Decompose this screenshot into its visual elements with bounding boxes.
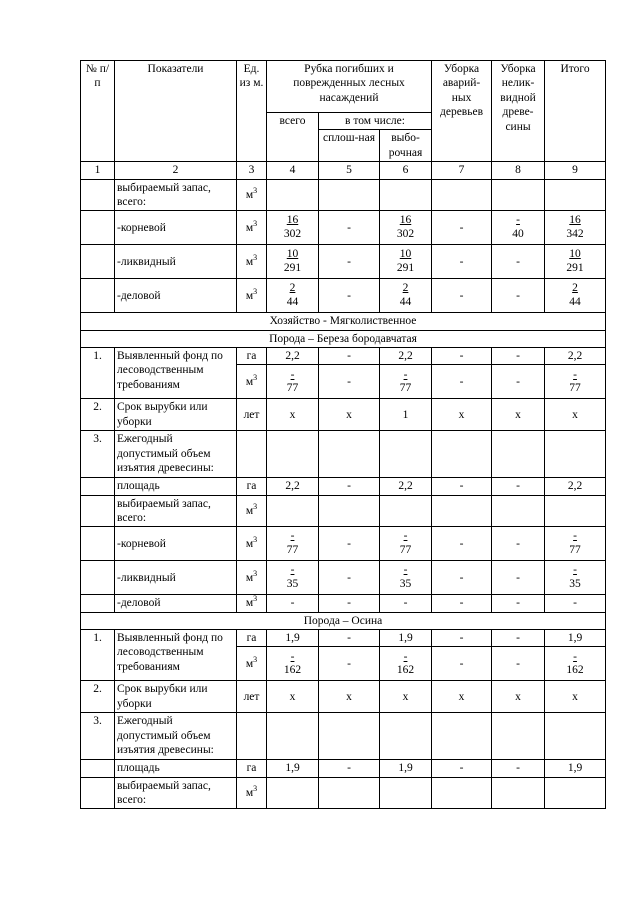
col-header-5: сплош-ная <box>319 130 380 162</box>
unit-m3: $м^3$ <box>237 179 267 211</box>
cell-value: - <box>492 760 545 777</box>
row-label: площадь <box>115 760 237 777</box>
table-row <box>81 760 606 777</box>
col-header-group: Рубка погибших и поврежденных лесных насаждений <box>267 61 432 113</box>
fraction-value: $\frac{16}{342}$ <box>566 214 584 240</box>
cell-value: х <box>267 681 319 713</box>
cell-value: х <box>380 681 432 713</box>
cell-value: - <box>319 211 380 245</box>
cell-value: - <box>319 245 380 279</box>
unit-ha: га <box>237 760 267 777</box>
cell-value: - <box>492 630 545 647</box>
col-num: 7 <box>432 162 492 179</box>
unit-m3: $м^3$ <box>237 245 267 279</box>
fraction-value: $\frac{-}{35}$ <box>286 564 299 590</box>
table-row <box>81 495 606 527</box>
col-num: 9 <box>545 162 606 179</box>
unit-m3: $м^3$ <box>237 777 267 809</box>
cell-value: - <box>432 595 492 612</box>
row-label: выбираемый запас, всего: <box>115 495 237 527</box>
cell-value: х <box>319 399 380 431</box>
cell-value: - <box>432 647 492 681</box>
cell-value: х <box>267 399 319 431</box>
col-num: 4 <box>267 162 319 179</box>
cell-value: - <box>492 595 545 612</box>
unit-m3: $м^3$ <box>237 495 267 527</box>
table-row <box>81 478 606 495</box>
cell-value: - <box>319 279 380 313</box>
cell-value: - <box>432 478 492 495</box>
cell-value: - <box>432 245 492 279</box>
unit-years: лет <box>237 399 267 431</box>
unit-ha: га <box>237 478 267 495</box>
cell-value: 1,9 <box>380 760 432 777</box>
cell-value: 1,9 <box>267 630 319 647</box>
unit-m3: $м^3$ <box>237 647 267 681</box>
col-header-num: № п/п <box>81 61 115 162</box>
fraction-value: $\frac{-}{35}$ <box>399 564 412 590</box>
row-label: выбираемый запас, всего: <box>115 777 237 809</box>
unit-m3: $м^3$ <box>237 527 267 561</box>
unit-m3: $м^3$ <box>237 595 267 612</box>
section-aspen: Порода – Осина <box>81 612 606 629</box>
unit-m3: $м^3$ <box>237 279 267 313</box>
fraction-value: $\frac{-}{77}$ <box>286 368 299 394</box>
cell-value: - <box>319 630 380 647</box>
cell-value: - <box>492 348 545 365</box>
col-header-8: Уборка нелик-видной древе-сины <box>492 61 545 162</box>
row-label: -деловой <box>115 279 237 313</box>
cell-value: - <box>545 595 606 612</box>
cell-value: - <box>319 478 380 495</box>
fraction-value: $\frac{-}{40}$ <box>512 214 524 240</box>
cell-value: 1,9 <box>545 760 606 777</box>
fraction-value: $\frac{2}{44}$ <box>569 282 581 308</box>
fraction-value: $\frac{-}{77}$ <box>569 368 581 394</box>
cell-value: х <box>432 681 492 713</box>
row-label: -ликвидный <box>115 561 237 595</box>
cell-value: 2,2 <box>545 478 606 495</box>
table-row <box>81 561 606 595</box>
fraction-value: $\frac{-}{35}$ <box>569 564 581 590</box>
cell-value: х <box>319 681 380 713</box>
col-header-unit: Ед. из м. <box>237 61 267 162</box>
cell-value: - <box>432 365 492 399</box>
cell-value: х <box>492 681 545 713</box>
row-label: Ежегодный допустимый объем изъятия древесины: <box>115 713 237 760</box>
col-header-indicators: Показатели <box>115 61 237 162</box>
unit-m3: $м^3$ <box>237 561 267 595</box>
row-num: 3. <box>81 713 115 760</box>
cell-value: - <box>267 595 319 612</box>
cell-value: - <box>492 279 545 313</box>
row-label: Выявленный фонд по лесоводственным требованиям <box>115 630 237 681</box>
row-label: площадь <box>115 478 237 495</box>
col-num: 8 <box>492 162 545 179</box>
row-label: выбираемый запас, всего: <box>115 179 237 211</box>
cell-value: х <box>492 399 545 431</box>
table-row <box>81 399 606 431</box>
cell-value: - <box>319 561 380 595</box>
row-num: 3. <box>81 431 115 478</box>
cell-value: - <box>380 595 432 612</box>
row-num: 1. <box>81 630 115 681</box>
cell-value: 2,2 <box>267 478 319 495</box>
row-label: -деловой <box>115 595 237 612</box>
row-label: -корневой <box>115 527 237 561</box>
col-header-7: Уборка аварий-ных деревьев <box>432 61 492 162</box>
table-row <box>81 279 606 313</box>
row-label: -ликвидный <box>115 245 237 279</box>
fraction-value: $\frac{10}{291}$ <box>566 248 584 274</box>
row-label: -корневой <box>115 211 237 245</box>
unit-ha: га <box>237 348 267 365</box>
cell-value: 1 <box>380 399 432 431</box>
cell-value: - <box>319 348 380 365</box>
section-farm: Хозяйство - Мягколиственное <box>81 313 606 330</box>
table-row <box>81 211 606 245</box>
cell-value: - <box>492 365 545 399</box>
cell-value: - <box>432 527 492 561</box>
fraction-value: $\frac{10}{291}$ <box>396 248 415 274</box>
cell-value: 2,2 <box>380 478 432 495</box>
cell-value: 2,2 <box>545 348 606 365</box>
cell-value: х <box>545 399 606 431</box>
fraction-value: $\frac{-}{77}$ <box>399 530 412 556</box>
cell-value: - <box>492 647 545 681</box>
cell-value: - <box>492 527 545 561</box>
fraction-value: $\frac{-}{77}$ <box>286 530 299 556</box>
fraction-value: $\frac{-}{162}$ <box>396 650 415 676</box>
section-birch: Порода – Береза бородавчатая <box>81 330 606 347</box>
cell-value: - <box>432 561 492 595</box>
col-num: 5 <box>319 162 380 179</box>
unit-ha: га <box>237 630 267 647</box>
table-row <box>81 777 606 809</box>
cell-value: 1,9 <box>267 760 319 777</box>
col-numbers-row <box>81 162 606 179</box>
fraction-value: $\frac{-}{77}$ <box>399 368 412 394</box>
cell-value: - <box>319 647 380 681</box>
fraction-value: $\frac{16}{302}$ <box>396 214 415 240</box>
cell-value: 1,9 <box>545 630 606 647</box>
fraction-value: $\frac{-}{162}$ <box>566 650 584 676</box>
row-label: Срок вырубки или уборки <box>115 681 237 713</box>
cell-value: 2,2 <box>380 348 432 365</box>
col-num: 1 <box>81 162 115 179</box>
table-row <box>81 527 606 561</box>
unit-m3: $м^3$ <box>237 365 267 399</box>
col-header-total: Итого <box>545 61 606 162</box>
table-row <box>81 681 606 713</box>
fraction-value: $\frac{-}{77}$ <box>569 530 581 556</box>
row-label: Ежегодный допустимый объем изъятия древесины: <box>115 431 237 478</box>
row-label: Выявленный фонд по лесоводственным требованиям <box>115 348 237 399</box>
col-header-incl: в том числе: <box>319 113 432 130</box>
row-num: 2. <box>81 399 115 431</box>
col-num: 2 <box>115 162 237 179</box>
unit-years: лет <box>237 681 267 713</box>
cell-value: х <box>432 399 492 431</box>
cell-value: - <box>319 527 380 561</box>
fraction-value: $\frac{2}{44}$ <box>286 282 299 308</box>
cell-value: - <box>432 348 492 365</box>
cell-value: - <box>492 245 545 279</box>
table-row <box>81 431 606 478</box>
forest-table <box>80 60 606 809</box>
cell-value: - <box>319 365 380 399</box>
cell-value: - <box>432 760 492 777</box>
table-row <box>81 630 606 647</box>
table-row <box>81 348 606 365</box>
cell-value: - <box>319 595 380 612</box>
fraction-value: $\frac{2}{44}$ <box>399 282 412 308</box>
unit-m3: $м^3$ <box>237 211 267 245</box>
table-row <box>81 179 606 211</box>
col-num: 6 <box>380 162 432 179</box>
cell-value: - <box>492 561 545 595</box>
col-header-all: всего <box>267 113 319 162</box>
table-row <box>81 595 606 612</box>
fraction-value: $\frac{10}{291}$ <box>283 248 302 274</box>
cell-value: 1,9 <box>380 630 432 647</box>
fraction-value: $\frac{16}{302}$ <box>283 214 302 240</box>
cell-value: - <box>492 478 545 495</box>
cell-value: 2,2 <box>267 348 319 365</box>
table-row <box>81 245 606 279</box>
row-num: 1. <box>81 348 115 399</box>
cell-value: - <box>319 760 380 777</box>
cell-value: - <box>432 630 492 647</box>
row-label: Срок вырубки или уборки <box>115 399 237 431</box>
cell-value: - <box>432 211 492 245</box>
col-header-6: выбо-рочная <box>380 130 432 162</box>
cell-value: х <box>545 681 606 713</box>
table-row <box>81 713 606 760</box>
row-num: 2. <box>81 681 115 713</box>
cell-value: - <box>432 279 492 313</box>
fraction-value: $\frac{-}{162}$ <box>283 650 302 676</box>
col-num: 3 <box>237 162 267 179</box>
